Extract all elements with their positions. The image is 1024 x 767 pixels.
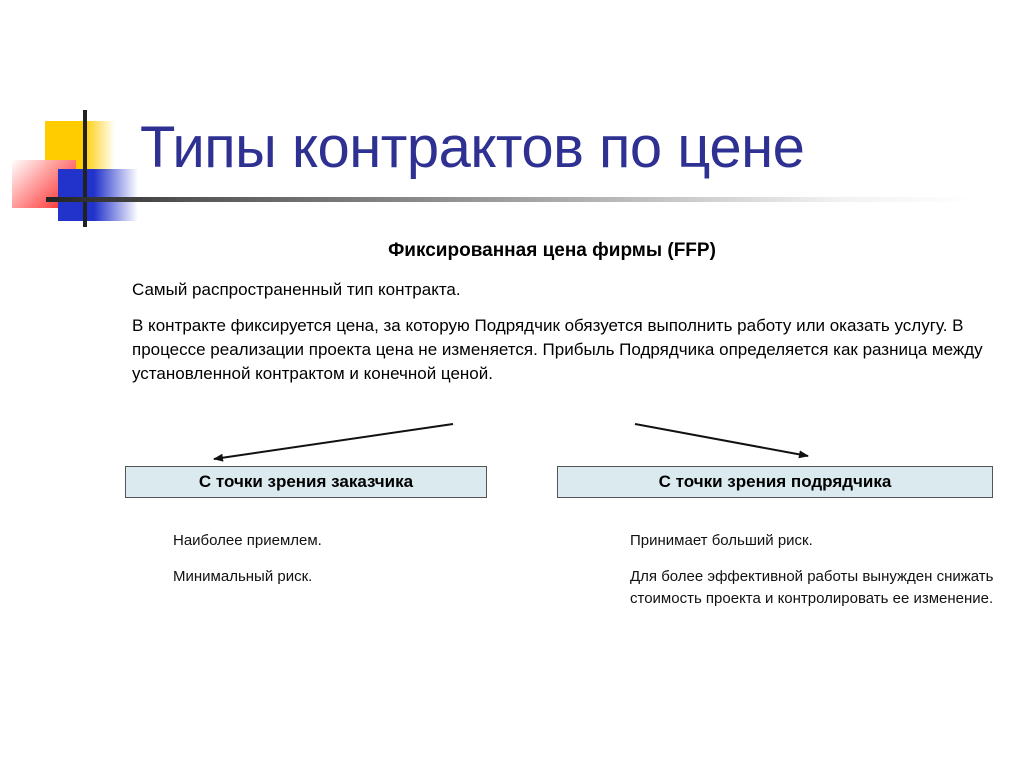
customer-perspective-box	[125, 466, 487, 498]
customer-point: Наиболее приемлем.	[173, 532, 322, 549]
contractor-perspective-label: С точки зрения подрядчика	[658, 472, 892, 491]
paragraph-intro: Самый распространенный тип контракта.	[132, 280, 461, 299]
arrow-left-icon	[214, 424, 453, 459]
arrow-right-icon	[635, 424, 808, 456]
customer-point: Минимальный риск.	[173, 568, 313, 585]
vertical-line-decoration	[83, 110, 87, 227]
section-heading-text: Фиксированная цена фирмы (FFP)	[388, 240, 716, 261]
contractor-point: Для более эффективной работы вынужден снижать стоимость проекта и контролировать ее изменение.	[630, 568, 994, 607]
slide-title: Типы контрактов по цене	[140, 115, 805, 180]
title-underline	[46, 197, 976, 202]
contractor-point: Принимает больший риск.	[630, 532, 813, 549]
contractor-perspective-box	[557, 466, 993, 498]
customer-perspective-label: С точки зрения заказчика	[198, 472, 414, 491]
section-heading	[0, 240, 1024, 262]
paragraph-description: В контракте фиксируется цена, за которую Подрядчик обязуется выполнить работу или оказать услугу. В процессе реализации проекта цена не изменяется. Прибыль Подрядчика определяется как разница между установленной контрактом и конечной ценой.	[132, 316, 983, 383]
blue-square-decoration	[58, 169, 138, 221]
